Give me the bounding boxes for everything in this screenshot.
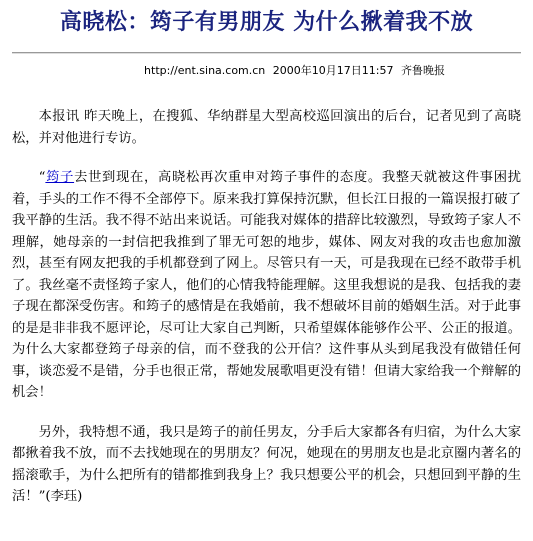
article-meta bbox=[12, 64, 521, 78]
publish-date: 2000年10月17日11:57 bbox=[272, 64, 394, 77]
article-body bbox=[12, 106, 521, 508]
article-headline: 高晓松：筠子有男朋友 为什么揪着我不放 bbox=[59, 10, 474, 35]
source-url: http://ent.sina.com.cn bbox=[144, 64, 266, 77]
article-paragraph bbox=[12, 167, 521, 404]
paragraph-text: 本报讯 昨天晚上，在搜狐、华纳群星大型高校巡回演出的后台，记者见到了高晓松，并对他进行专访。 bbox=[12, 109, 521, 146]
junzi-link[interactable]: 筠子 bbox=[45, 170, 75, 185]
paragraph-text: 去世到现在，高晓松再次重申对筠子事件的态度。我整天就被这件事困扰着，手头的工作不得不全部停下。原来我打算保持沉默，但长江日报的一篇误报打破了我平静的生活。我不得不站出来说话。可能我对媒体的措辞比较激烈，导致筠子家人不理解，她母亲的一封信把我推到了罪无可恕的地步，媒体、网友对我的攻击也愈加激烈，甚至有网友把我的手机都登到了网上。尽管只有一天，可是我现在已经不敢带手机了。我丝毫不责怪筠子家人，他们的心情我特能理解。这里我想说的是我、包括我的妻子现在都深受伤害。和筠子的感情是在我婚前，我不想破坏目前的婚姻生活。对于此事的是是非非我不愿评论，尽可让大家自己判断，只希望媒体能够作公平、公正的报道。为什么大家都登筠子母亲的信，而不登我的公开信？这件事从头到尾我没有做错任何事，谈恋爱不是错，分手也很正常，帮她发展歌唱更没有错！但请大家给我一个辩解的机会！ bbox=[12, 170, 522, 400]
article-paragraph bbox=[12, 422, 521, 508]
article-paragraph bbox=[12, 106, 521, 149]
news-outlet: 齐鲁晚报 bbox=[401, 64, 445, 77]
opening-quote-mark: “ bbox=[38, 170, 46, 185]
headline-divider bbox=[12, 52, 521, 54]
paragraph-text: 另外，我特想不通，我只是筠子的前任男友，分手后大家都各有归宿，为什么大家都揪着我不放，而不去找她现在的男朋友？何况，她现在的男朋友也是北京圈内著名的摇滚歌手，为什么把所有的错都推到我身上？我只想要公平的机会，只想回到平静的生活！”(李珏) bbox=[12, 424, 521, 504]
